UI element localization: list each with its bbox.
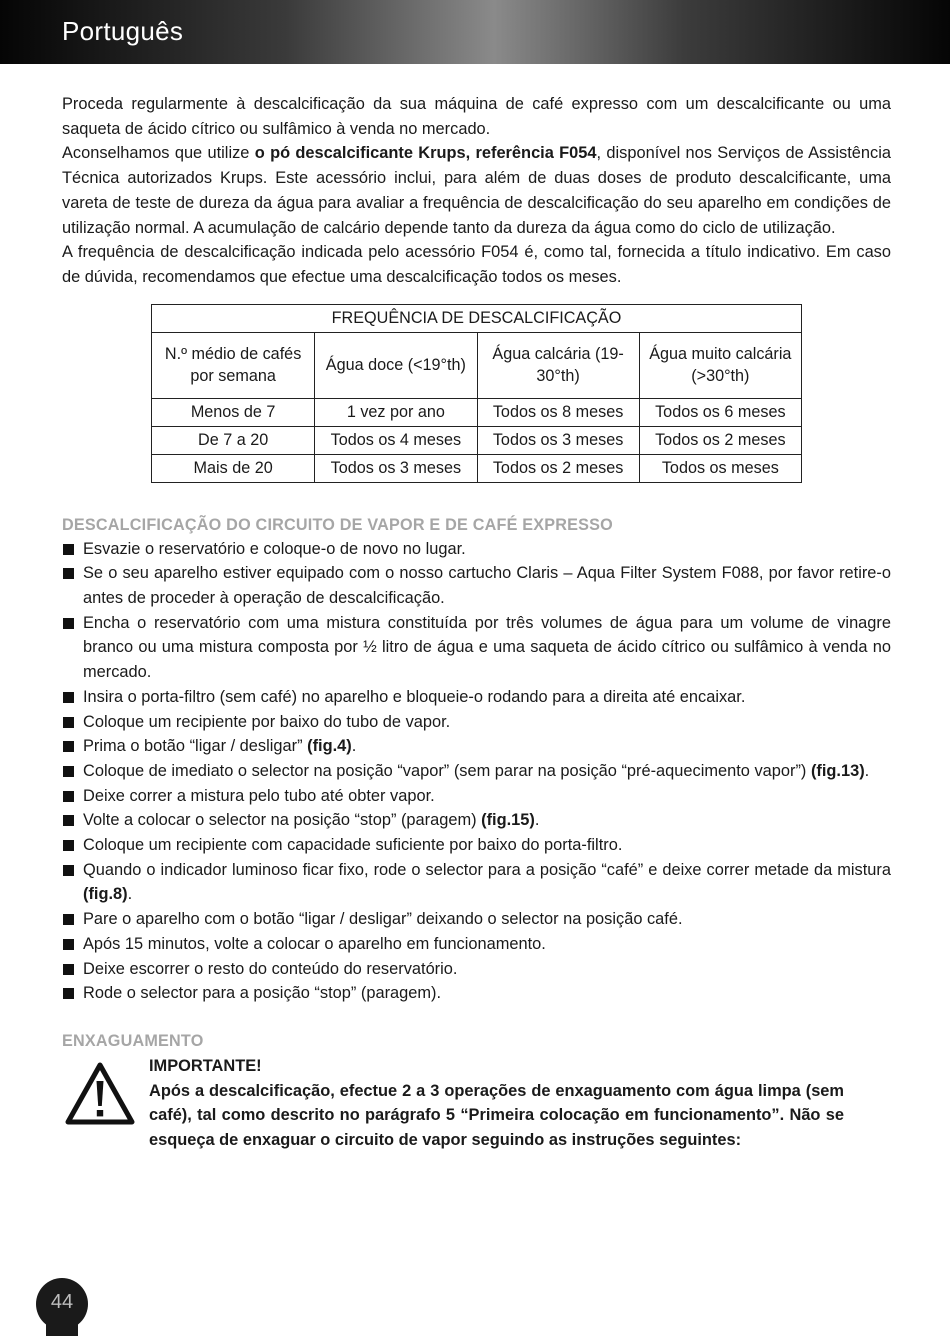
step-text: Quando o indicador luminoso ficar fixo, rode o selector para a posição “café” e deixe correr metade da mistura bbox=[83, 860, 891, 879]
important-label: IMPORTANTE! bbox=[149, 1056, 262, 1075]
page-header bbox=[0, 0, 950, 64]
bullet-square-icon bbox=[63, 568, 74, 579]
step-text-after: . bbox=[351, 737, 357, 756]
warning-message: Após a descalcificação, efectue 2 a 3 operações de enxaguamento com água limpa (sem café), tal como descrito no parágrafo 5 “Primeira colocação em funcionamento”. Não se esqueça de enxaguar o circuito de vapor seguindo as instruções seguintes: bbox=[149, 1081, 844, 1150]
intro-paragraph-2 bbox=[62, 141, 891, 240]
step-list-item bbox=[62, 734, 891, 759]
step-figure-ref: (fig.15) bbox=[481, 811, 535, 830]
table-cell: Mais de 20 bbox=[152, 454, 315, 482]
section-title-descaling: DESCALCIFICAÇÃO DO CIRCUITO DE VAPOR E DE CAFÉ EXPRESSO bbox=[62, 515, 613, 534]
table-header-cell: Água doce (<19°th) bbox=[315, 332, 477, 398]
table-header-cell: N.º médio de cafés por semana bbox=[152, 332, 315, 398]
step-text: Encha o reservatório com uma mistura constituída por três volumes de água para um volume de vinagre branco ou uma mistura composta por ½ litro de água e uma saqueta de ácido cítrico ou sulfâmico à venda no mercado. bbox=[83, 613, 891, 682]
step-figure-ref: (fig.13) bbox=[810, 761, 865, 780]
table-header-row bbox=[152, 332, 802, 398]
warning-text-block bbox=[149, 1054, 844, 1153]
table-row bbox=[152, 398, 802, 426]
bullet-square-icon bbox=[63, 544, 74, 555]
step-list-item bbox=[62, 685, 891, 710]
bullet-square-icon bbox=[63, 964, 74, 975]
step-text: Se o seu aparelho estiver equipado com o nosso cartucho Claris – Aqua Filter System F088, por favor retire-o antes de proceder à operação de descalcificação. bbox=[83, 564, 891, 608]
step-list-item bbox=[62, 808, 891, 833]
page-number: 44 bbox=[50, 1291, 74, 1313]
step-figure-ref: (fig.4) bbox=[307, 737, 352, 756]
bullet-square-icon bbox=[63, 766, 74, 777]
frequency-table-wrapper bbox=[151, 304, 891, 483]
table-cell: De 7 a 20 bbox=[152, 426, 315, 454]
step-text: Coloque um recipiente com capacidade suficiente por baixo do porta-filtro. bbox=[83, 836, 623, 855]
step-text: Prima o botão “ligar / desligar” bbox=[83, 737, 308, 756]
bullet-square-icon bbox=[63, 791, 74, 802]
bullet-square-icon bbox=[63, 914, 74, 925]
intro-paragraph-3: A frequência de descalcificação indicada pelo acessório F054 é, como tal, fornecida a título indicativo. Em caso de dúvida, recomendamos que efectue uma descalcificação todos os meses. bbox=[62, 243, 891, 286]
step-list-item bbox=[62, 932, 891, 957]
table-row bbox=[152, 426, 802, 454]
page-language-title: Português bbox=[62, 16, 184, 46]
table-cell: 1 vez por ano bbox=[315, 398, 477, 426]
step-list-item bbox=[62, 611, 891, 685]
table-cell: Todos os meses bbox=[639, 454, 801, 482]
step-text: Insira o porta-filtro (sem café) no aparelho e bloqueie-o rodando para a direita até encaixar. bbox=[83, 687, 746, 706]
page-number-badge bbox=[36, 1278, 88, 1330]
table-header-cell: Água calcária (19-30°th) bbox=[477, 332, 639, 398]
intro-p2-text-after: , disponível nos Serviços de Assistência Técnica autorizados Krups. Este acessório inclui, para além de duas doses de produto descalcificante, uma vareta de teste de dureza da água para avaliar a frequência de descalcificação do seu aparelho em condições de utilização normal. A acumulação de calcário depende tanto da dureza da água como do ciclo de utilização. bbox=[62, 144, 891, 237]
bullet-square-icon bbox=[63, 717, 74, 728]
bullet-square-icon bbox=[63, 865, 74, 876]
step-text: Coloque de imediato o selector na posição “vapor” (sem parar na posição “pré-aquecimento vapor”) bbox=[83, 761, 811, 780]
table-cell: Todos os 4 meses bbox=[315, 426, 477, 454]
table-cell: Todos os 8 meses bbox=[477, 398, 639, 426]
bullet-square-icon bbox=[63, 939, 74, 950]
step-list-item bbox=[62, 759, 891, 784]
table-cell: Todos os 6 meses bbox=[639, 398, 801, 426]
page-content bbox=[62, 92, 891, 1153]
bullet-square-icon bbox=[63, 988, 74, 999]
step-list-item bbox=[62, 710, 891, 735]
bullet-square-icon bbox=[63, 692, 74, 703]
step-figure-ref: (fig.8) bbox=[83, 885, 128, 904]
bullet-square-icon bbox=[63, 815, 74, 826]
table-row bbox=[152, 454, 802, 482]
table-cell: Todos os 2 meses bbox=[477, 454, 639, 482]
step-list-item bbox=[62, 907, 891, 932]
intro-paragraph-1: Proceda regularmente à descalcificação da sua máquina de café expresso com um descalcificante ou uma saqueta de ácido cítrico ou sulfâmico à venda no mercado. bbox=[62, 95, 891, 138]
section-title-rinsing: ENXAGUAMENTO bbox=[62, 1031, 204, 1050]
step-text: Rode o selector para a posição “stop” (paragem). bbox=[83, 984, 442, 1003]
step-list-item bbox=[62, 784, 891, 809]
step-text-after: . bbox=[534, 811, 540, 830]
step-text: Deixe correr a mistura pelo tubo até obter vapor. bbox=[83, 786, 435, 805]
warning-triangle-icon bbox=[65, 1062, 135, 1134]
table-title: FREQUÊNCIA DE DESCALCIFICAÇÃO bbox=[152, 304, 802, 332]
step-text: Deixe escorrer o resto do conteúdo do reservatório. bbox=[83, 959, 458, 978]
step-text: Após 15 minutos, volte a colocar o aparelho em funcionamento. bbox=[83, 934, 546, 953]
table-cell: Menos de 7 bbox=[152, 398, 315, 426]
step-list-item bbox=[62, 981, 891, 1006]
warning-block bbox=[62, 1054, 891, 1153]
table-cell: Todos os 2 meses bbox=[639, 426, 801, 454]
table-cell: Todos os 3 meses bbox=[477, 426, 639, 454]
descaling-steps-list bbox=[62, 537, 891, 1006]
step-list-item bbox=[62, 833, 891, 858]
intro-p2-product-ref: o pó descalcificante Krups, referência F054 bbox=[254, 144, 597, 163]
step-text: Pare o aparelho com o botão “ligar / desligar” deixando o selector na posição café. bbox=[83, 910, 683, 929]
bullet-square-icon bbox=[63, 618, 74, 629]
step-list-item bbox=[62, 537, 891, 562]
table-cell: Todos os 3 meses bbox=[315, 454, 477, 482]
frequency-table bbox=[151, 304, 802, 483]
intro-p2-text: Aconselhamos que utilize bbox=[62, 144, 255, 163]
step-list-item bbox=[62, 957, 891, 982]
step-text: Volte a colocar o selector na posição “stop” (paragem) bbox=[83, 811, 482, 830]
step-text-after: . bbox=[864, 761, 870, 780]
step-list-item bbox=[62, 561, 891, 610]
step-list-item bbox=[62, 858, 891, 907]
bullet-square-icon bbox=[63, 741, 74, 752]
table-header-cell: Água muito calcária (>30°th) bbox=[639, 332, 801, 398]
step-text: Esvazie o reservatório e coloque-o de novo no lugar. bbox=[83, 539, 466, 558]
step-text-after: . bbox=[127, 885, 133, 904]
step-text: Coloque um recipiente por baixo do tubo de vapor. bbox=[83, 712, 451, 731]
bullet-square-icon bbox=[63, 840, 74, 851]
